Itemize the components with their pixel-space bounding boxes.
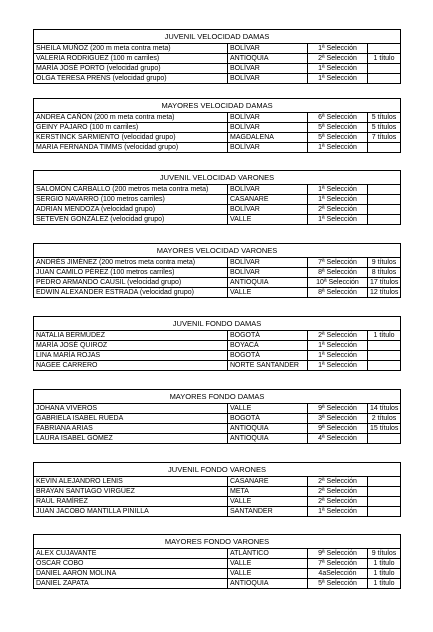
- department: BOLÍVAR: [228, 44, 308, 54]
- athlete-name: DANIEL ZAPATA: [34, 579, 228, 589]
- table-row: [34, 569, 401, 579]
- titles-count: [368, 143, 401, 153]
- table-row: [34, 205, 401, 215]
- titles-count: 8 títulos: [368, 268, 401, 278]
- table-row: [34, 341, 401, 351]
- table-row: [34, 414, 401, 424]
- titles-count: [368, 487, 401, 497]
- table-row: [34, 278, 401, 288]
- department: ANTIOQUIA: [228, 434, 308, 444]
- selection-count: 1ª Selección: [308, 64, 368, 74]
- athlete-name: SALOMÓN CARBALLO (200 metros meta contra meta): [34, 185, 228, 195]
- titles-count: 1 título: [368, 569, 401, 579]
- table-row: [34, 424, 401, 434]
- table-row: [34, 559, 401, 569]
- department: META: [228, 487, 308, 497]
- athlete-name: JOHANA VIVEROS: [34, 404, 228, 414]
- selection-count: 4ª Selección: [308, 434, 368, 444]
- athlete-name: ÓSCAR COBO: [34, 559, 228, 569]
- titles-count: 1 título: [368, 579, 401, 589]
- department: BOLÍVAR: [228, 258, 308, 268]
- table-row: [34, 579, 401, 589]
- section-header-row: [34, 171, 401, 185]
- titles-count: 14 títulos: [368, 404, 401, 414]
- selection-count: 3ª Selección: [308, 414, 368, 424]
- selection-count: 7ª Selección: [308, 258, 368, 268]
- table-row: [34, 185, 401, 195]
- selection-count: 1ª Selección: [308, 341, 368, 351]
- table-row: [34, 143, 401, 153]
- department: BOLÍVAR: [228, 113, 308, 123]
- selection-count: 1ª Selección: [308, 195, 368, 205]
- table-row: [34, 497, 401, 507]
- section-header-row: [34, 244, 401, 258]
- titles-count: 5 títulos: [368, 113, 401, 123]
- table-row: [34, 44, 401, 54]
- titles-count: [368, 44, 401, 54]
- athlete-name: KERSTINCK SARMIENTO (velocidad grupo): [34, 133, 228, 143]
- athlete-name: EDWIN ALEXANDER ESTRADA (velocidad grupo): [34, 288, 228, 298]
- department: VALLE: [228, 288, 308, 298]
- section-table: [33, 534, 401, 589]
- section-header-row: [34, 535, 401, 549]
- department: ATLÁNTICO: [228, 549, 308, 559]
- selection-count: 1ª Selección: [308, 185, 368, 195]
- selection-count: 6ª Selección: [308, 113, 368, 123]
- athlete-name: VALERIA RODRIGUEZ (100 m carriles): [34, 54, 228, 64]
- selection-count: 4aSelección: [308, 569, 368, 579]
- selection-count: 2ª Selección: [308, 487, 368, 497]
- titles-count: [368, 507, 401, 517]
- department: VALLE: [228, 569, 308, 579]
- selection-count: 1ª Selección: [308, 507, 368, 517]
- section-title: JUVENIL FONDO VARONES: [34, 463, 401, 477]
- titles-count: [368, 215, 401, 225]
- titles-count: [368, 341, 401, 351]
- titles-count: 15 títulos: [368, 424, 401, 434]
- selection-count: 10ª Selección: [308, 278, 368, 288]
- selection-count: 2ª Selección: [308, 497, 368, 507]
- table-row: [34, 549, 401, 559]
- table-row: [34, 434, 401, 444]
- section-table: [33, 462, 401, 517]
- department: ANTIOQUIA: [228, 579, 308, 589]
- athlete-name: RAÚL RAMÍREZ: [34, 497, 228, 507]
- table-row: [34, 507, 401, 517]
- table-row: [34, 361, 401, 371]
- department: ANTIOQUIA: [228, 424, 308, 434]
- titles-count: 1 título: [368, 331, 401, 341]
- athlete-name: FABRIANA ARIAS: [34, 424, 228, 434]
- table-row: [34, 215, 401, 225]
- athlete-name: GEINY PÁJARO (100 m carriles): [34, 123, 228, 133]
- athlete-name: KEVIN ALEJANDRO LENIS: [34, 477, 228, 487]
- athlete-name: LAURA ISABEL GÓMEZ: [34, 434, 228, 444]
- athlete-name: JUAN JACOBO MANTILLA PINILLA: [34, 507, 228, 517]
- athlete-name: SERGIO NAVARRO (100 metros carriles): [34, 195, 228, 205]
- department: BOLÍVAR: [228, 123, 308, 133]
- section-table: [33, 29, 401, 84]
- section-title: JUVENIL VELOCIDAD VARONES: [34, 171, 401, 185]
- selection-count: 2ª Selección: [308, 54, 368, 64]
- section-table: [33, 389, 401, 444]
- titles-count: 2 títulos: [368, 414, 401, 424]
- table-row: [34, 74, 401, 84]
- selection-count: 1ª Selección: [308, 44, 368, 54]
- table-row: [34, 288, 401, 298]
- athlete-name: ALEX CUJAVANTE: [34, 549, 228, 559]
- section-title: MAYORES FONDO VARONES: [34, 535, 401, 549]
- section-header-row: [34, 30, 401, 44]
- selection-count: 9ª Selección: [308, 404, 368, 414]
- athlete-name: MARÍA JOSÉ PORTO (velocidad grupo): [34, 64, 228, 74]
- athlete-name: MARÍA JOSÉ QUIROZ: [34, 341, 228, 351]
- titles-count: [368, 74, 401, 84]
- titles-count: 1 título: [368, 559, 401, 569]
- athlete-name: LINA MARÍA ROJAS: [34, 351, 228, 361]
- department: VALLE: [228, 559, 308, 569]
- department: BOLÍVAR: [228, 205, 308, 215]
- table-row: [34, 123, 401, 133]
- table-row: [34, 351, 401, 361]
- department: BOLÍVAR: [228, 268, 308, 278]
- selection-count: 5ª Selección: [308, 123, 368, 133]
- section-table: [33, 243, 401, 298]
- department: BOGOTÁ: [228, 331, 308, 341]
- titles-count: 12 títulos: [368, 288, 401, 298]
- athlete-name: SHEILA MUÑOZ (200 m meta contra meta): [34, 44, 228, 54]
- table-row: [34, 195, 401, 205]
- department: CASANARE: [228, 477, 308, 487]
- selection-count: 2ª Selección: [308, 477, 368, 487]
- athlete-name: ANDREA CAÑÓN (200 m meta contra meta): [34, 113, 228, 123]
- section-title: MAYORES VELOCIDAD VARONES: [34, 244, 401, 258]
- selection-count: 9ª Selección: [308, 549, 368, 559]
- athlete-name: BRAYAN SANTIAGO VIRGÜEZ: [34, 487, 228, 497]
- section-table: [33, 170, 401, 225]
- titles-count: [368, 497, 401, 507]
- athlete-name: JUAN CAMILO PÉREZ (100 metros carriles): [34, 268, 228, 278]
- selection-count: 5ª Selección: [308, 579, 368, 589]
- selection-count: 1ª Selección: [308, 351, 368, 361]
- section-header-row: [34, 99, 401, 113]
- selection-count: 5ª Selección: [308, 133, 368, 143]
- department: BOGOTÁ: [228, 414, 308, 424]
- table-row: [34, 477, 401, 487]
- titles-count: [368, 205, 401, 215]
- selection-count: 9ª Selección: [308, 424, 368, 434]
- table-row: [34, 258, 401, 268]
- selection-count: 2ª Selección: [308, 205, 368, 215]
- titles-count: [368, 64, 401, 74]
- titles-count: 5 títulos: [368, 123, 401, 133]
- table-row: [34, 487, 401, 497]
- athlete-name: SETEVEN GONZÁLEZ (velocidad grupo): [34, 215, 228, 225]
- department: VALLE: [228, 404, 308, 414]
- athlete-name: DANIEL AARÓN MOLINA: [34, 569, 228, 579]
- athlete-name: NATALIA BERMÚDEZ: [34, 331, 228, 341]
- selection-count: 1ª Selección: [308, 74, 368, 84]
- department: BOLÍVAR: [228, 64, 308, 74]
- athlete-name: MARIA FERNANDA TIMMS (velocidad grupo): [34, 143, 228, 153]
- athlete-name: GABRIELA ISABEL RUEDA: [34, 414, 228, 424]
- section-title: JUVENIL FONDO DAMAS: [34, 317, 401, 331]
- department: CASANARE: [228, 195, 308, 205]
- table-row: [34, 331, 401, 341]
- department: BOYACÁ: [228, 341, 308, 351]
- selection-count: 8ª Selección: [308, 268, 368, 278]
- department: BOLÍVAR: [228, 143, 308, 153]
- department: VALLE: [228, 215, 308, 225]
- table-row: [34, 268, 401, 278]
- department: SANTANDER: [228, 507, 308, 517]
- section-table: [33, 316, 401, 371]
- department: BOGOTÁ: [228, 351, 308, 361]
- section-title: MAYORES FONDO DAMAS: [34, 390, 401, 404]
- table-row: [34, 133, 401, 143]
- selection-count: 1ª Selección: [308, 143, 368, 153]
- titles-count: [368, 434, 401, 444]
- selection-count: 1ª Selección: [308, 361, 368, 371]
- section-header-row: [34, 317, 401, 331]
- department: NORTE SANTANDER: [228, 361, 308, 371]
- selection-count: 8ª Selección: [308, 288, 368, 298]
- department: ANTIOQUIA: [228, 54, 308, 64]
- titles-count: 1 título: [368, 54, 401, 64]
- section-title: MAYORES VELOCIDAD DAMAS: [34, 99, 401, 113]
- titles-count: [368, 361, 401, 371]
- athlete-name: OLGA TERESA PRENS (velocidad grupo): [34, 74, 228, 84]
- table-row: [34, 113, 401, 123]
- department: MAGDALENA: [228, 133, 308, 143]
- athlete-name: ANDRÉS JIMÉNEZ (200 metros meta contra meta): [34, 258, 228, 268]
- department: VALLE: [228, 497, 308, 507]
- titles-count: [368, 351, 401, 361]
- athlete-name: PEDRO ARMANDO CAUSIL (velocidad grupo): [34, 278, 228, 288]
- selection-count: 1ª Selección: [308, 215, 368, 225]
- titles-count: 9 títulos: [368, 258, 401, 268]
- titles-count: [368, 185, 401, 195]
- titles-count: [368, 477, 401, 487]
- athlete-name: ADRIAN MENDOZA (velocidad grupo): [34, 205, 228, 215]
- department: ANTIOQUIA: [228, 278, 308, 288]
- titles-count: [368, 195, 401, 205]
- selection-count: 7ª Selección: [308, 559, 368, 569]
- titles-count: 7 títulos: [368, 133, 401, 143]
- department: BOLÍVAR: [228, 185, 308, 195]
- department: BOLÍVAR: [228, 74, 308, 84]
- section-table: [33, 98, 401, 153]
- selection-count: 2ª Selección: [308, 331, 368, 341]
- section-header-row: [34, 463, 401, 477]
- table-row: [34, 404, 401, 414]
- section-header-row: [34, 390, 401, 404]
- athlete-name: NAGEE CARRERO: [34, 361, 228, 371]
- table-row: [34, 64, 401, 74]
- table-row: [34, 54, 401, 64]
- titles-count: 17 títulos: [368, 278, 401, 288]
- titles-count: 9 títulos: [368, 549, 401, 559]
- section-title: JUVENIL VELOCIDAD DAMAS: [34, 30, 401, 44]
